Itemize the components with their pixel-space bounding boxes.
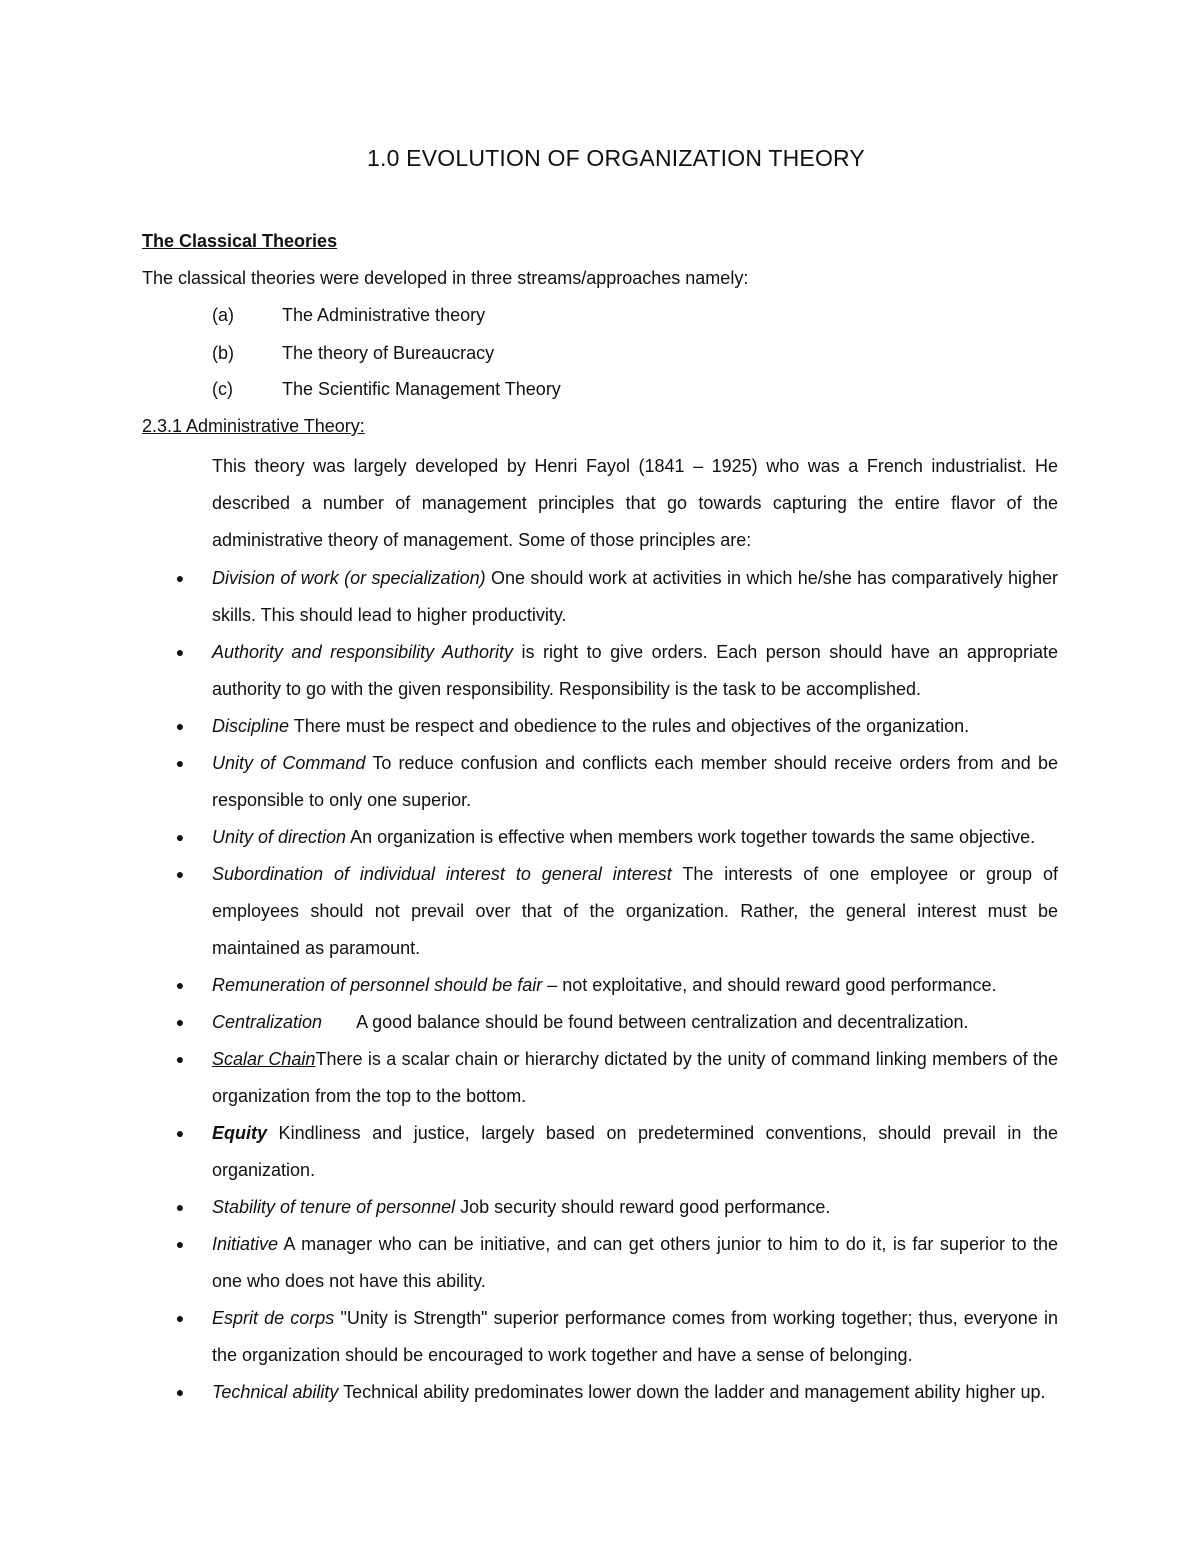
principle-term: Division of work (or specialization) — [212, 568, 486, 588]
principle-text: There is a scalar chain or hierarchy dictated by the unity of command linking members of the organization from the top to the bottom. — [212, 1049, 1058, 1106]
list-item — [175, 1374, 1058, 1411]
bullet-icon: ● — [175, 866, 185, 882]
list-item — [175, 1300, 1058, 1374]
bullet-icon: ● — [175, 1384, 185, 1400]
document-title: 1.0 EVOLUTION OF ORGANIZATION THEORY — [367, 145, 865, 171]
list-item — [175, 1226, 1058, 1300]
list-item — [175, 708, 1058, 745]
stream-item — [212, 300, 485, 330]
classical-theories-heading: The Classical Theories — [142, 231, 338, 251]
list-item — [175, 634, 1058, 708]
bullet-icon: ● — [175, 1199, 185, 1215]
principle-text: Kindliness and justice, largely based on predetermined conventions, should prevail in the organization. — [212, 1123, 1058, 1180]
list-item — [175, 745, 1059, 819]
principle-term: Initiative — [212, 1234, 279, 1254]
stream-text: The Administrative theory — [282, 305, 486, 325]
principle-text: To reduce confusion and conflicts each member should receive orders from and be responsible to only one superior. — [212, 753, 1059, 810]
principle-text: A manager who can be initiative, and can get others junior to him to do it, is far superior to the one who does not have this ability. — [212, 1234, 1058, 1291]
administrative-theory-heading: 2.3.1 Administrative Theory: — [142, 416, 365, 436]
principle-term: Remuneration of personnel should be fair — [212, 975, 543, 995]
principle-text: – not exploitative, and should reward good performance. — [542, 975, 997, 995]
principles-list — [0, 560, 1200, 1411]
list-item — [175, 1189, 1058, 1226]
principle-term: Technical ability — [212, 1382, 339, 1402]
list-item — [175, 967, 1058, 1004]
principle-term: Discipline — [212, 716, 290, 736]
principle-text: is right to give orders. Each person should have an appropriate authority to go with the given responsibility. Responsibility is the task to be accomplished. — [212, 642, 1058, 699]
principle-text: One should work at activities in which he/she has comparatively higher skills. This should lead to higher productivity. — [212, 568, 1058, 625]
list-item — [175, 560, 1058, 634]
bullet-icon: ● — [175, 1051, 185, 1067]
bullet-icon: ● — [175, 1014, 185, 1030]
bullet-icon: ● — [175, 718, 185, 734]
bullet-icon: ● — [175, 570, 185, 586]
principle-term: Unity of direction — [212, 827, 347, 847]
principle-term: Centralization — [212, 1012, 323, 1032]
stream-item — [212, 338, 494, 368]
stream-text: The theory of Bureaucracy — [282, 343, 495, 363]
stream-item — [212, 374, 561, 404]
classical-intro-text: The classical theories were developed in three streams/approaches namely: — [142, 268, 749, 288]
principle-text: A good balance should be found between centralization and decentralization. — [356, 1012, 969, 1032]
list-item — [175, 1041, 1058, 1115]
principle-text: An organization is effective when members work together towards the same objective. — [346, 827, 1036, 847]
principle-term: Subordination of individual interest to general interest — [212, 864, 672, 884]
bullet-icon: ● — [175, 1125, 185, 1141]
bullet-icon: ● — [175, 1236, 185, 1252]
list-item — [175, 1004, 1058, 1041]
principle-text: Technical ability predominates lower down the ladder and management ability higher up. — [338, 1382, 1046, 1402]
principle-text: There must be respect and obedience to the rules and objectives of the organization. — [289, 716, 970, 736]
administrative-theory-paragraph: This theory was largely developed by Henri Fayol (1841 – 1925) who was a French industrialist. He described a number of management principles that go towards capturing the entire flavor of the administrative theory of management. Some of those principles are: — [212, 456, 1058, 550]
principle-text: "Unity is Strength" superior performance comes from working together; thus, everyone in the organization should be encouraged to work together and have a sense of belonging. — [212, 1308, 1058, 1365]
bullet-icon: ● — [175, 829, 185, 845]
principle-term: Esprit de corps — [212, 1308, 335, 1328]
principle-text: The interests of one employee or group of employees should not prevail over that of the organization. Rather, the general interest must be maintained as paramount. — [212, 864, 1059, 958]
list-item — [175, 819, 1058, 856]
principle-term: Unity of Command — [212, 753, 366, 773]
principle-text: Job security should reward good performance. — [455, 1197, 831, 1217]
stream-letter: (c) — [212, 379, 233, 399]
principle-term: Equity — [212, 1123, 268, 1143]
list-item — [175, 856, 1059, 967]
bullet-icon: ● — [175, 644, 185, 660]
stream-text: The Scientific Management Theory — [282, 379, 561, 399]
stream-letter: (a) — [212, 305, 234, 325]
principle-term: Scalar Chain — [212, 1049, 316, 1069]
bullet-icon: ● — [175, 755, 185, 771]
bullet-icon: ● — [175, 1310, 185, 1326]
list-item — [175, 1115, 1058, 1189]
principle-term: Authority and responsibility Authority — [212, 642, 514, 662]
principle-term: Stability of tenure of personnel — [212, 1197, 456, 1217]
bullet-icon: ● — [175, 977, 185, 993]
stream-letter: (b) — [212, 343, 234, 363]
